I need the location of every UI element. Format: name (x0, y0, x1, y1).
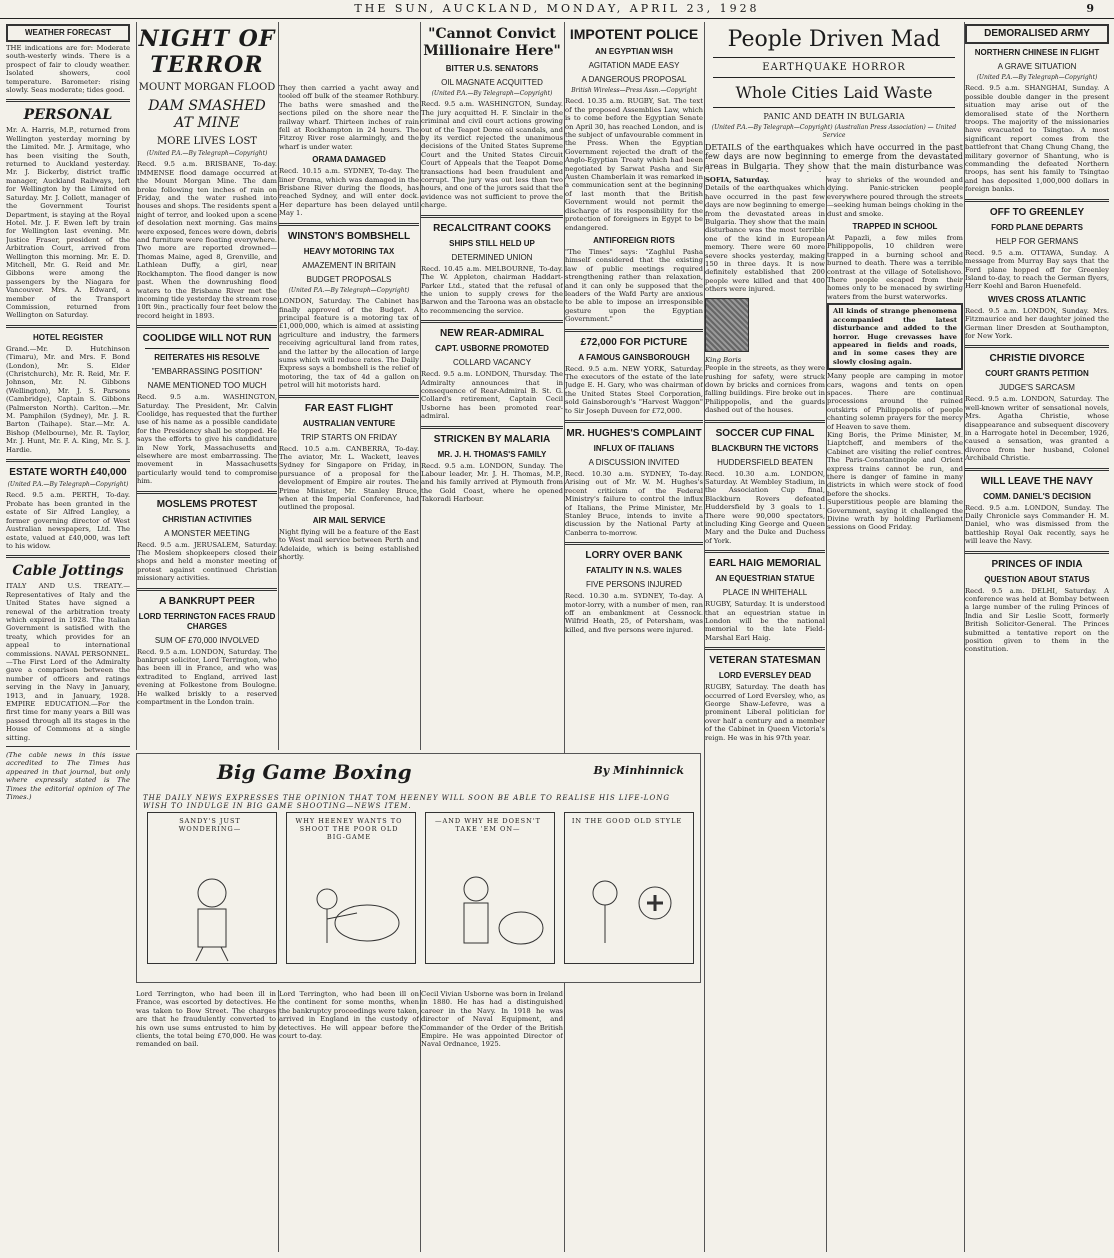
panel-2-drawing (287, 813, 415, 963)
eversley-sub: LORD EVERSLEY DEAD (718, 671, 812, 681)
masthead-title: THE SUN, AUCKLAND, MONDAY, APRIL 23, 1928 (354, 2, 760, 15)
jottings-text: ITALY AND U.S. TREATY.—Representatives of Italy and the United States have signed a renewal of the arbitration treaty which expired in 1928. The Italian Government is satisfied with the treaty, which provides for an appeal to international commissions. NAVAL PERSONNEL.—The First Lord of the Admiralty gave a comparison between the number of officers and ratings serving in the Navy in January, 1913, and in January, 1928. EMPIRE EDUCATION.—For the first time for many years a Bill was passed through all its stages in the House of Commons at a single sitting. (6, 582, 130, 742)
far-east-headline: FAR EAST FLIGHT (304, 402, 394, 414)
estate-byline: (United P.A.—By Telegraph—Copyright) (7, 481, 129, 489)
christie-sub2: JUDGE'S SARCASM (999, 383, 1075, 393)
lorry-headline: LORRY OVER BANK (585, 550, 683, 562)
lorry-sub: FATALITY IN N.S. WALES (586, 566, 682, 576)
police-sub: AN EGYPTIAN WISH (595, 47, 673, 56)
winston-sub: HEAVY MOTORING TAX (303, 246, 395, 256)
lorry-text: Recd. 10.30 a.m. SYDNEY, To-day. A motor-lorry, with a number of men, ran off an embankment at Cessnock. Wilfrid Heath, 25, of Petersham, was killed, and five persons were injured. (565, 592, 703, 634)
coolidge-sub2: "EMBARRASSING POSITION" (151, 367, 263, 377)
lower-col-3-text: Lord Terrington, who had been ill on the continent for some months, when the bankruptcy proceedings were taken, arrived in England in the custody of detectives. He will appear before the court to-day. (279, 990, 419, 1041)
princes-text: Recd. 9.5 a.m. DELHI, Saturday. A conference was held at Bombay between a large number of the ruling Princes of India and Sir Leslie Scott, formerly British Solicitor-General. The Princes submitted a tentative report on the position given to them in the constitution. (965, 586, 1109, 654)
admiral-text: Recd. 9.5 a.m. LONDON, Thursday. The Admiralty announces that in consequence of Rear-Admiral B. St. G. Collard's retirement, Captain Cecil Usborne has been promoted rear-admiral. (421, 370, 563, 421)
lorry-sub2: FIVE PERSONS INJURED (585, 580, 682, 590)
page-number: 9 (1086, 2, 1094, 15)
police-headline: IMPOTENT POLICE (569, 26, 699, 42)
malaria-sub: MR. J. H. THOMAS'S FAMILY (437, 449, 547, 459)
malaria-text: Recd. 9.5 a.m. LONDON, Sunday. The Labour leader, Mr. J. H. Thomas, M.P., and his family arrived at Plymouth from the Gold Coast, where he opened Takoradi Harbour. (421, 461, 563, 504)
cartoon-panel-3 (425, 812, 555, 964)
cartoon (136, 753, 701, 983)
convict-text: Recd. 9.5 a.m. WASHINGTON, Sunday. The jury acquitted H. F. Sinclair in the criminal and civil court actions growing out of the Teapot Dome oil scandals, and by its verdict rejected the unanimous decisions of the United States Supreme Court and the United States Circuit Court of Appeals that the Teapot Dome transactions had been fraudulent and corrupt. The jury was out less than two hours, and one of the jurors said that the evidence was not sufficient to prove the charge. (421, 100, 563, 210)
army-byline: (United P.A.—By Telegraph—Copyright) (976, 74, 1098, 81)
riots-text: "The Times" says: "Zaghlul Pasha himself considered that the existing law of public meetings required strengthening rather than relaxation, and it can only be supposed that the leaders of the Wafd Party are anxious to be able to impose an irresponsible gesture upon the Egyptian Government." (565, 247, 703, 324)
column-earthquake-right (826, 176, 963, 1252)
weather-heading: WEATHER FORECAST (6, 24, 130, 42)
orama-text: Recd. 10.15 a.m. SYDNEY, To-day. The liner Orama, which was damaged in the Brisbane River during the floods, has reached Sydney, and will enter dock. Her departure has been delayed until May 1. (279, 167, 419, 218)
terror-continued: They then carried a yacht away and tooled off bulk of the steamer Rothbury. The baths were smashed and the sections piled on the shore near the railway wharf. Thirteen inches of rain fell at Rockhampton in 24 hours. The Fitzroy River rose alarmingly, and the wharf is under water. (279, 84, 419, 151)
terror-text: Recd. 9.5 a.m. BRISBANE, To-day. IMMENSE flood damage occurred at the Mount Morgan Mine. The dam broke following ten inches of rain on Friday, and the water rushed into houses and shops. The residents spent a night of terror, and looked upon a scene of desolation next morning. Gas mains were exposed, fences were down, debris and furniture were floating everywhere. Two more are reported drowned—Thomas Maine, aged 8, Grenville, and Lathlean Duffy, a girl, near Rockhampton. The flood danger is now past. When the downrushing flood waters to the Brisbane River met the incoming tide yesterday the stream rose 10ft 9in., practically four feet below the record height in 1893. (137, 160, 277, 320)
greenley-sub: FORD PLANE DEPARTS (991, 222, 1083, 232)
cartoon-caption: THE DAILY NEWS EXPRESSES THE OPINION THAT TOM HEENEY WILL SOON BE ABLE TO REALISE HIS LIFE-LONG WISH TO INDULGE IN BIG GAME SHOOTING—NEWS ITEM. (143, 794, 670, 810)
terror-sub2: DAM SMASHED AT MINE (148, 98, 266, 131)
malaria-headline: STRICKEN BY MALARIA (433, 433, 551, 445)
cartoon-artist: By Minhinnick (593, 764, 684, 777)
panel-2-text: WHY HEENEY WANTS TO SHOOT THE POOR OLD BIG-GAME (295, 817, 403, 841)
cooks-sub: SHIPS STILL HELD UP (449, 238, 535, 248)
sofia-dateline: SOFIA, Saturday. (705, 176, 770, 184)
peer-text: Recd. 9.5 a.m. LONDON, Saturday. The bankrupt solicitor, Lord Terrington, who has been ill in France, and who was extradited to England, arrived last evening at Folkestone from Boulogne. He walked briskly to a reserved compartment in the London train. (137, 647, 277, 707)
panel-3-text: —AND WHY HE DOESN'T TAKE 'EM ON— (435, 817, 541, 833)
earthquake-sub: EARTHQUAKE HORROR (762, 62, 906, 73)
moslems-headline: MOSLEMS PROTEST (156, 498, 258, 510)
footer-note: (The cable news in this issue accredited to The Times has appeared in that journal, but only where expressly stated is The Times the editorial opinion of The Times.) (6, 751, 130, 802)
cartoon-panel-2 (286, 812, 416, 964)
haig-sub: AN EQUESTRIAN STATUE (715, 574, 815, 584)
column-earthquake-left (704, 176, 825, 1252)
haig-headline: EARL HAIG MEMORIAL (708, 558, 822, 570)
terror-sub3: MORE LIVES LOST (157, 136, 257, 147)
column-winstons-bombshell (278, 22, 419, 750)
haig-text: RUGBY, Saturday. It is understood that an equestrian statue in London will be the national memorial to the late Field-Marshal Earl Haig. (705, 600, 825, 642)
terror-headline: NIGHT OF TERROR (138, 26, 276, 78)
personal-heading: PERSONAL (23, 107, 113, 124)
picture-text: Recd. 9.5 a.m. NEW YORK, Saturday. The executors of the estate of the late Judge E. H. Gary, who was chairman of the United States Steel Corporation, sold Gainsborough's "Harvest Waggon" to Sir Joseph Duveen for £72,000. (565, 364, 703, 415)
greenley-sub2: HELP FOR GERMANS (995, 236, 1079, 246)
soccer-text: Recd. 10.30 a.m. LONDON, Saturday. At Wembley Stadium, in the Association Cup final, Blackburn Rovers defeated Huddersfield by 3 goals to 1. There were 90,000 spectators, including King George and Queen Mary and the Duke and Duchess of York. (705, 469, 825, 545)
navy-headline: WILL LEAVE THE NAVY (980, 475, 1094, 487)
king-boris-portrait (705, 298, 749, 352)
school-headline: TRAPPED IN SCHOOL (852, 222, 938, 232)
panel-4-drawing (565, 813, 693, 963)
eversley-headline: VETERAN STATESMAN (709, 655, 821, 667)
navy-sub: COMM. DANIEL'S DECISION (983, 491, 1091, 501)
far-east-text: Recd. 10.5 a.m. CANBERRA, To-day. The aviator, Mr. L. Wackett, leaves Sydney for Singapore on Friday, in pursuance of a proposal for the development of Empire air routes. The Prime Minister, Mr. Stanley Bruce, when at the Imperial Conference, had outlined the proposal. (279, 444, 419, 512)
earthquake-lede: DETAILS of the earthquakes which have occurred in the past few days are now beginning to emerge from the devastated areas in Bulgaria. They show that the main disturbance was (705, 142, 963, 171)
cartoon-panels (147, 812, 692, 967)
greenley-text: Recd. 9.5 a.m. OTTAWA, Sunday. A message from Murray Bay says that the Ford plane hopped off for Greenley Island to-day, to reach the German flyers, Herr Koehl and Baron Huenefeld. (965, 248, 1109, 291)
soccer-sub: BLACKBURN THE VICTORS (711, 443, 819, 453)
lower-col-3 (278, 990, 419, 1252)
terror-sub: MOUNT MORGAN FLOOD (138, 82, 276, 93)
police-byline: British Wireless—Press Assn.—Copyright (571, 87, 697, 94)
christie-headline: CHRISTIE DIVORCE (989, 353, 1085, 365)
hughes-headline: MR. HUGHES'S COMPLAINT (566, 428, 702, 439)
column-demoralised-army (964, 22, 1109, 1252)
cartoon-panel-1 (147, 812, 277, 964)
princes-sub: QUESTION ABOUT STATUS (984, 574, 1090, 584)
jottings-heading: Cable Jottings (12, 563, 124, 580)
army-text: Recd. 9.5 a.m. SHANGHAI, Sunday. A possible double danger in the present situation may arise out of the demoralised state of the Northern troops. The majority of the missionaries have evacuated to Tsingtao. A most significant report comes from the battlefront that Chang Chung Chang, the military governor of Shantung, who is commanding the defeated Northern troops, has sent his family to Tsingtao and has deposited 1,000,000 dollars in foreign banks. (965, 84, 1109, 194)
hughes-text: Recd. 10.30 a.m. SYDNEY, To-day. Arising out of Mr. W. M. Hughes's recent criticism of the Federal Ministry's failure to control the influx of Italians, the Prime Minister, Mr. Stanley Bruce, intends to invite a discussion by the National Party at Canberra to-morrow. (565, 470, 703, 537)
lower-col-4-text: Cecil Vivian Usborne was born in Ireland in 1880. He has had a distinguished career in the Navy. In 1918 he was director of Naval Equipment, and Commander of the Order of the British Empire. He was appointed Director of Naval Ordnance, 1925. (421, 990, 563, 1049)
far-east-sub: AUSTRALIAN VENTURE (302, 418, 396, 428)
peer-headline: A BANKRUPT PEER (159, 595, 255, 607)
picture-headline: £72,000 FOR PICTURE (580, 336, 688, 348)
police-sub3: A DANGEROUS PROPOSAL (581, 75, 687, 84)
personal-text: Mr. A. Harris, M.P., returned from Wellington yesterday morning by the Limited. Mr. J. Armitage, who has been visiting the South, returned to Auckland yesterday. Mr. J. Bickerby, district traffic manager, Auckland Railways, left for Wellington by the Limited on Saturday. Mr. J. Collett, manager of the Government Tourist Department, is staying at the Royal Hotel. Mr. J. F. Ewen left by train for Wellington last evening. Mr. Justice Fraser, president of the Arbitration Court, arrived from Wellington this morning. Mr. E. D. Mitchell, Mr. G. Reid and Mr. Gibbons were among the passengers by the Niagara for Vancouver. Mrs. A. Edward, a member of the Transport Commission, returned from Wellington on Saturday. (6, 126, 130, 320)
coolidge-text: Recd. 9.5 a.m. WASHINGTON, Saturday. The President, Mr. Calvin Coolidge, has requested that the further use of his name as a possible candidate for the Presidency shall be stopped. He says the efforts to give his candidature in New York, Massachusetts and elsewhere are most embarrassing. The movement in Massachusetts particularly would tend to compromise him. (137, 393, 277, 486)
police-sub2: AGITATION MADE EASY (588, 61, 680, 70)
column-impotent-police (564, 22, 703, 1252)
relief-text: King Boris, the Prime Minister, M. Liaptcheff, and members of the Cabinet are visiting the relief centres. The Paris-Constantinople and Orient express trains cannot be run, and there is danger of famine in many districts in which were stock of food before the shocks. (827, 430, 963, 498)
haig-sub2: PLACE IN WHITEHALL (722, 588, 808, 598)
orama-headline: ORAMA DAMAGED (312, 155, 386, 165)
earthquake-text: Details of the earthquakes which have occurred in the past few days are now beginning to emerge from the devastated areas in Bulgaria. They show that the main disturbance was the most terrible one of the kind in European memory. There were 60 more severe shocks yesterday, making 150 in three days. It is now definitely established that 200 people were killed and that 400 others were injured. (705, 184, 825, 294)
convict-sub: BITTER U.S. SENATORS (445, 64, 539, 73)
admiral-sub: CAPT. USBORNE PROMOTED (435, 344, 549, 354)
cartoon-title: Big Game Boxing (217, 760, 412, 784)
soccer-sub2: HUDDERSFIELD BEATEN (717, 457, 813, 467)
police-text: Recd. 10.35 a.m. RUGBY, Sat. The text of the proposed Assemblies Law, which is to come before the Egyptian Senate on April 30, has reached London, and is the subject of unfavourable comment in the Press. When the Egyptian Government rejected the draft of the Anglo-Egyptian Treaty which had been negotiated by Sarwat Pasha and Sir Austen Chamberlain it was remarked in a communication sent at the beginning of last month that the British Government would not permit the discharge of its responsibility for the protection of foreigners in Egypt to be endangered. (565, 97, 703, 232)
moslems-sub2: A MONSTER MEETING (164, 528, 250, 538)
winston-sub3: BUDGET PROPOSALS (306, 274, 392, 284)
peer-sub: LORD TERRINGTON FACES FRAUD CHARGES (138, 611, 276, 631)
earthquake-sub3: PANIC AND DEATH IN BULGARIA (763, 112, 905, 121)
lower-col-2-text: Lord Terrington, who had been ill in France, was escorted by detectives. He was taken to Bow Street. The charges are that he fraudulently converted to his own use sums entrusted to him by clients, the total being £70,000. He was remanded on bail. (136, 990, 276, 1049)
hotel-heading: HOTEL REGISTER (32, 332, 104, 342)
picture-sub: A FAMOUS GAINSBOROUGH (578, 352, 690, 362)
hughes-sub2: A DISCUSSION INVITED (588, 458, 680, 467)
winston-sub2: AMAZEMENT IN BRITAIN (302, 260, 396, 270)
wives-headline: WIVES CROSS ATLANTIC (988, 294, 1086, 304)
coolidge-sub: REITERATES HIS RESOLVE (154, 353, 260, 363)
column-night-of-terror (136, 22, 277, 750)
panel-1-text: SANDY'S JUST WONDERING— (178, 817, 242, 833)
earthquake-sub2: Whole Cities Laid Waste (735, 83, 933, 102)
camping-text: Many people are camping in motor cars, wagons and tents on open spaces. There are continual processions around the ruined outskirts of Philippopolis of people chanting solemn prayers for the mercy of Heaven to save them. (827, 372, 963, 431)
coolidge-sub3: NAME MENTIONED TOO MUCH (147, 381, 267, 391)
earthquake-header (704, 22, 963, 172)
moslems-text: Recd. 9.5 a.m. JERUSALEM, Saturday. The Moslem shopkeepers closed their shops and held a monster meeting of protest against continued Christian missionary activities. (137, 540, 277, 583)
army-sub: NORTHERN CHINESE IN FLIGHT (974, 48, 1100, 57)
moslems-sub: CHRISTIAN ACTIVITIES (162, 514, 252, 524)
coolidge-headline: COOLIDGE WILL NOT RUN (142, 333, 272, 345)
estate-heading: ESTATE WORTH £40,000 (9, 467, 127, 479)
greenley-headline: OFF TO GREENLEY (989, 206, 1085, 218)
lower-col-2 (136, 990, 276, 1252)
wives-text: Recd. 9.5 a.m. LONDON, Sunday. Mrs. Fitzmaurice and her daughter joined the German liner Dresden at Southampton, for New York. (965, 306, 1109, 340)
peer-sub2: SUM OF £70,000 INVOLVED (154, 635, 260, 645)
cooks-sub2: DETERMINED UNION (451, 252, 533, 262)
air-mail-text: Night flying will be a feature of the East to West mail service between Perth and Adelaide, which is being established shortly. (279, 527, 419, 562)
christie-text: Recd. 9.5 a.m. LONDON, Saturday. The well-known writer of sensational novels, Mrs. Agatha Christie, whose disappearance and subsequent discovery in a Harrogate hotel in December, 1926, caused a sensation, was granted a divorce from her husband, Colonel Archibald Christie. (965, 395, 1109, 463)
panel-4-text: IN THE GOOD OLD STYLE (571, 817, 683, 825)
soccer-headline: SOCCER CUP FINAL (715, 427, 815, 439)
column-cannot-convict (420, 22, 563, 750)
terror-byline: (United P.A.—By Telegraph—Copyright) (146, 150, 268, 157)
earthquake-headline: People Driven Mad (727, 27, 941, 52)
earthquake-right-text: way to shrieks of the wounded and dying. Panic-stricken people everywhere poured through the streets—seeking human beings choking in the dust and smoke. (827, 176, 963, 218)
convict-headline: "Cannot Convict Millionaire Here" (423, 26, 561, 59)
princes-headline: PRINCES OF INDIA (991, 558, 1083, 570)
convict-byline: (United P.A.—By Telegraph—Copyright) (431, 90, 553, 97)
hotel-text: Grand.—Mr. D. Hutchinson (Timaru), Mr. and Mrs. F. Bond (London), Mr. S. Elder (Christchurch), Mr. R. Reid, Mr. F. Johnson, Mr. N. Gibbons (Wellington), Mr. J. S. Parsons (Cambridge), Captain S. Gibbons (Palmerston North). Carlton.—Mr. M. Pamphilon (Sydney), Mr. J. R. Barton (Taihape). Star.—Mr. A. Bishop (Melbourne), Mr. R. Taylor, Mr. J. Hunt, Mr. F. A. King, Mr. S. J. Hardie. (6, 344, 130, 454)
masthead (0, 0, 1114, 19)
earthquake-byline: (United P.A.—By Telegraph—Copyright) (Australian Press Association) — United Service (711, 124, 957, 140)
air-mail-headline: AIR MAIL SERVICE (312, 515, 386, 525)
panel-3-drawing (426, 813, 554, 963)
convict-sub2: OIL MAGNATE ACQUITTED (441, 78, 543, 87)
estate-text: Recd. 9.5 a.m. PERTH, To-day. Probate has been granted in the estate of Sir Alfred Langley, a former governing director of West Australian newspapers, Ltd. The estate, valued at £40,000, was left to his widow. (6, 491, 130, 550)
weather-text: THE indications are for: Moderate south-westerly winds. There is a prospect of fair to cloudy weather. Isolated showers, cool temperature. Barometer: rising slowly. Seas moderate; tides good. (6, 44, 130, 95)
lower-col-4 (420, 990, 563, 1252)
panel-1-drawing (148, 813, 276, 963)
hughes-sub: INFLUX OF ITALIANS (593, 444, 675, 453)
school-text: At Papazli, a few miles from Philippopolis, 10 children were trapped in a burning school and burned to death. There was a terrible contrast at the village of Sotelishovo. There people escaped from their homes only to be menaced by swirling waters from the burst waterworks. (827, 234, 963, 301)
cooks-text: Recd. 10.45 a.m. MELBOURNE, To-day. The W. Appleton, chairman Haddart-Parker Ltd., stated that the refusal of the union to supply crews for the Barwon and the Taroona was an obstacle to recommencing the service. (421, 264, 563, 315)
riots-headline: ANTIFOREIGN RIOTS (593, 235, 675, 245)
winston-headline: WINSTON'S BOMBSHELL (287, 230, 411, 242)
eversley-text: RUGBY, Saturday. The death has occurred of Lord Eversley, who, as George Shaw-Lefevre, was a prominent Liberal politician for over half a century and a member of the Cabinet in Queen Victoria's reign. He was in his 97th year. (705, 683, 825, 742)
phenomena-box: All kinds of strange phenomena accompanied the latest disturbance and added to the horror. Huge crevasses have appeared in fields and roads, and in some cases they are slowly closing again. (827, 303, 963, 370)
christie-sub: COURT GRANTS PETITION (985, 369, 1089, 379)
king-boris-caption: King Boris (705, 355, 742, 364)
cartoon-panel-4 (564, 812, 694, 964)
cooks-headline: RECALCITRANT COOKS (433, 222, 551, 234)
admiral-headline: NEW REAR-ADMIRAL (440, 328, 544, 340)
army-headline: DEMORALISED ARMY (965, 24, 1109, 44)
superstition-text: Superstitious people are blaming the Government, saying it challenged the Divine wrath by holding Parliament sessions on Good Friday. (827, 498, 963, 532)
admiral-sub2: COLLARD VACANCY (452, 358, 532, 368)
winston-text: LONDON, Saturday. The Cabinet has finally approved of the Budget. A principal feature is a motoring tax of £1,000,000, which is aimed at assisting agriculture and industry, the farmers receiving agricultural land from rates, and the latter by the allocation of large sums which will reduce rates. The Daily Express says a bombshell is the relief of motoring, the tax of 4d a gallon on petrol will hit motorists hard. (279, 297, 419, 390)
column-weather-personal (6, 22, 130, 1252)
earthquake-text-2: People in the streets, as they were rushing for safety, were struck down by bricks and cornices from falling buildings. Fire broke out in Philippopolis, and the guards dashed out of the houses. (705, 364, 825, 415)
navy-text: Recd. 9.5 a.m. LONDON, Sunday. The Daily Chronicle says Commander H. M. Daniel, who was dismissed from the battleship Royal Oak recently, says he will leave the Navy. (965, 503, 1109, 546)
far-east-sub2: TRIP STARTS ON FRIDAY (300, 432, 398, 442)
army-sub2: A GRAVE SITUATION (997, 62, 1077, 71)
winston-byline: (United P.A.—By Telegraph—Copyright) (288, 286, 410, 294)
